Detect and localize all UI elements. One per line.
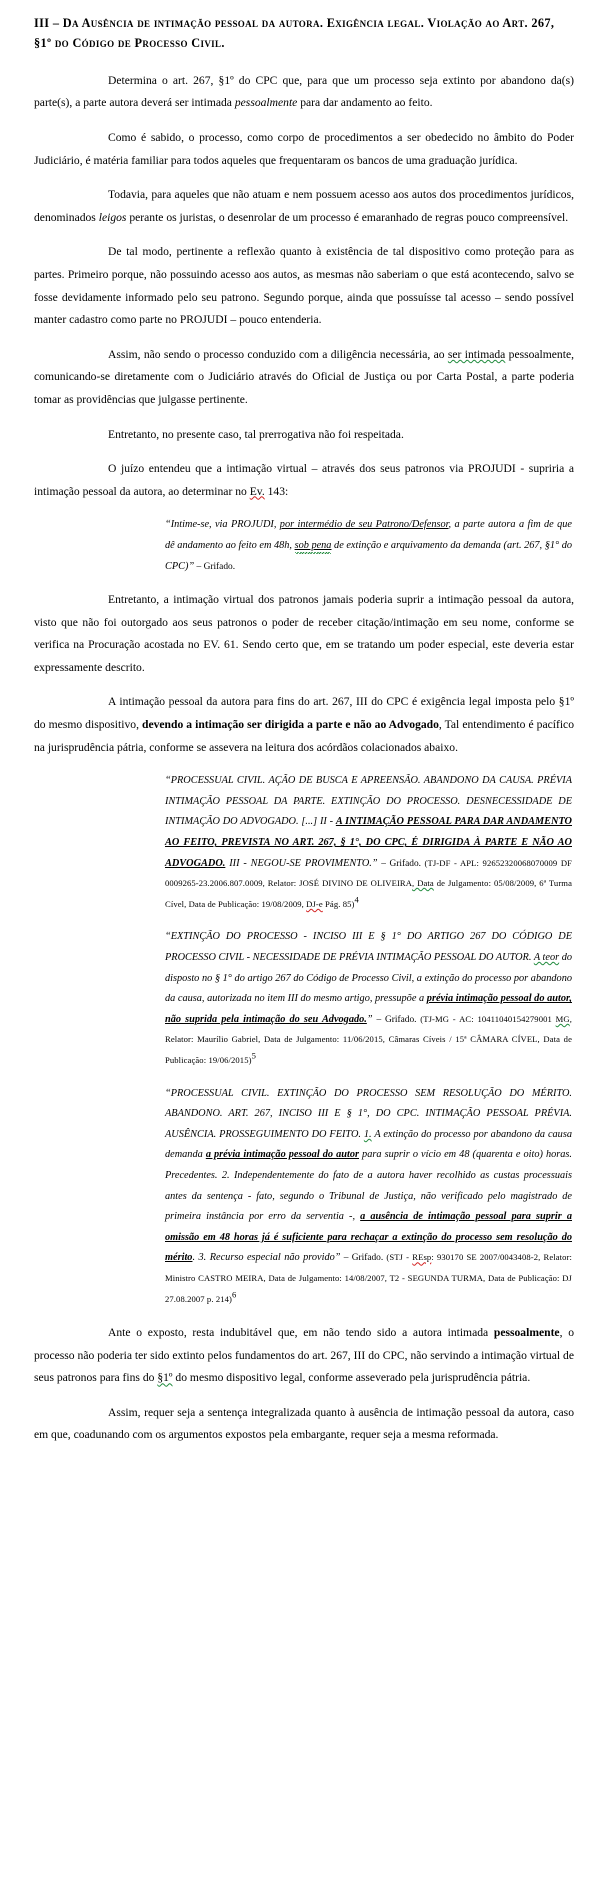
- italic-run: “Intime-se, via PROJUDI,: [165, 519, 280, 531]
- text-run: , o processo não poderia ter sido extinto pelos fundamentos do art. 267, III do CPC, não servindo a intimação virtual de seus patronos para fins do: [34, 1326, 574, 1385]
- body-paragraph: [34, 184, 574, 229]
- spellcheck-flag-run: Ev.: [249, 484, 265, 498]
- body-paragraph: [34, 458, 574, 503]
- text-run: perante os juristas, o desenrolar de um processo é emaranhado de regras pouco compreensível.: [126, 210, 569, 224]
- text-run: para dar andamento ao feito.: [297, 96, 433, 110]
- bold-run: pessoalmente: [493, 1326, 560, 1340]
- jurisprudence-quote: [165, 927, 574, 1071]
- text-run: O juízo entendeu que a intimação virtual – através dos seus patronos via PROJUDI - supriria a intimação pessoal da autora, ao determinar no: [34, 462, 574, 498]
- body-paragraph: [34, 1322, 574, 1390]
- italic-underline-run: por intermédio de seu Patrono/Defensor: [279, 519, 449, 531]
- text-run: Assim, não sendo o processo conduzido com a diligência necessária, ao: [108, 347, 448, 361]
- citation-spellcheck-flag-run: REsp: [412, 1252, 432, 1263]
- jurisprudence-quote: [165, 1084, 574, 1311]
- citation-run: : 930170 SE 2007/0043408-2, Relator: Ministro CASTRO MEIRA, Data de Julgamento: 14/08/2007, T2 - SEGUNDA TURMA, Data de Publicação: DJ 27.08.2007 p. 214): [165, 1252, 572, 1304]
- citation-run: (TJ-DF - APL: 92652320068070009 DF 0009265-23.2006.807.0009, Relator: JOSÉ DIVINO DE OLIVEIRA: [165, 857, 573, 889]
- italic-run: do disposto no § 1° do artigo 267 do Código de Processo Civil, a extinção do processo por abandono da causa, autorizada no item III do mesmo artigo, pressupõe a: [165, 952, 572, 1005]
- italic-run: A extinção do processo por abandono da causa demanda: [165, 1128, 572, 1161]
- text-run: Assim, requer seja a sentença integralizada quanto à ausência de intimação pessoal da autora, caso em que, coadunando com os argumentos expostos pela embargante, requer seja a mesma reformada.: [34, 1405, 574, 1442]
- grifado-note: – Grifado.: [377, 858, 422, 869]
- body-paragraphs-part-1: [34, 70, 574, 504]
- footnote-marker: 4: [354, 894, 359, 905]
- text-run: pessoalmente, comunicando-se diretamente com o Judiciário através do Oficial de Justiça ou por Carta Postal, a parte poderia tomar as providências que julgasse pertinente.: [34, 347, 574, 406]
- citation-run: Pág. 85): [322, 898, 355, 909]
- emphasized-holding-run: a ausência de intimação pessoal para suprir a omissão em 48 horas já é suficiente para rechaçar a extinção do processo sem resolução do mérito: [165, 1211, 572, 1264]
- emphasized-holding-run: prévia intimação pessoal do autor, não suprida pela intimação do seu Advogado.: [165, 993, 572, 1025]
- italic-run: III - NEGOU-SE PROVIMENTO.”: [225, 857, 378, 869]
- grifado-note: – Grifado.: [194, 561, 236, 572]
- italic-run: ”: [366, 1013, 373, 1025]
- body-paragraph: [34, 589, 574, 679]
- page-title: [34, 14, 574, 54]
- text-run: Entretanto, a intimação virtual dos patronos jamais poderia suprir a intimação pessoal da autora, visto que não foi outorgado aos seus patronos o poder de receber citação/intimação em seu nome, conforme se verifica na Procuração acostada no EV. 61. Sendo certo que, em se tratando um poder especial, este deveria estar expressamente descrito.: [34, 593, 574, 674]
- grifado-note: – Grifado.: [372, 1014, 417, 1025]
- emphasized-holding-run: a prévia intimação pessoal do autor: [205, 1149, 359, 1161]
- body-paragraph: [34, 127, 574, 172]
- grammar-flag-run: ser intimada: [447, 347, 506, 361]
- text-run: , Tal entendimento é pacífico na jurisprudência pátria, conforme se assevera na leitura dos acórdãos colacionados abaixo.: [34, 718, 574, 754]
- jurisprudence-quotes: [34, 771, 574, 1310]
- italic-run: de extinção e arquivamento da demanda (art. 267, §1° do CPC)”: [165, 539, 572, 572]
- italic-run: leigos: [98, 210, 127, 224]
- citation-run: (TJ-MG - AC: 10411040154279001: [416, 1013, 556, 1024]
- body-paragraph: [34, 344, 574, 412]
- text-run: Determina o art. 267, §1º do CPC que, para que um processo seja extinto por abandono da(s) parte(s), a parte autora deverá ser intimada: [34, 73, 574, 110]
- text-run: Todavia, para aqueles que não atuam e nem possuem acesso aos autos dos procedimentos jurídicos, denominados: [34, 188, 574, 224]
- body-paragraph: [34, 241, 574, 331]
- text-run: 143:: [264, 484, 289, 498]
- italic-run: . 3. Recurso especial não provido”: [192, 1252, 341, 1264]
- grammar-flag-run: 1.: [363, 1128, 372, 1140]
- decision-quote: [165, 515, 574, 577]
- emphasized-holding-run: A INTIMAÇÃO PESSOAL PARA DAR ANDAMENTO AO FEITO, PREVISTA NO ART. 267, § 1°, DO CPC, É DIRIGIDA À PARTE E NÃO AO ADVOGADO.: [165, 816, 572, 869]
- grifado-note: – Grifado.: [340, 1253, 384, 1264]
- bold-run: devendo a intimação ser dirigida a parte e não ao Advogado: [142, 718, 439, 732]
- footnote-marker: 5: [251, 1050, 256, 1061]
- page-title-line-1: III – Da Ausência de intimação pessoal da autora. Exigência legal.: [34, 16, 425, 30]
- body-paragraph: [34, 424, 574, 447]
- text-run: do mesmo dispositivo legal, conforme asseverado pela jurisprudência pátria.: [172, 1371, 531, 1385]
- italic-run: “PROCESSUAL CIVIL. EXTINÇÃO DO PROCESSO SEM RESOLUÇÃO DO MÉRITO. ABANDONO. ART. 267, INCISO III E § 1°, DO CPC. INTIMAÇÃO PESSOAL PRÉVIA. AUSÊNCIA. PROSSEGUIMENTO DO FEITO.: [165, 1087, 572, 1140]
- body-paragraphs-part-3: [34, 1322, 574, 1447]
- citation-grammar-flag-run: , Data: [412, 878, 434, 889]
- text-run: A intimação pessoal da autora para fins do art. 267, III do CPC é exigência legal imposta pelo §1º do mesmo dispositivo,: [34, 695, 574, 732]
- text-run: Ante o exposto, resta indubitável que, em não tendo sido a autora intimada: [108, 1326, 494, 1340]
- italic-run: pessoalmente: [234, 96, 298, 110]
- grammar-flag-run: A teor: [533, 952, 560, 963]
- citation-grammar-flag-run: MG: [555, 1013, 570, 1024]
- body-paragraph: [34, 1402, 574, 1447]
- italic-run: “EXTINÇÃO DO PROCESSO - INCISO III E § 1° DO ARTIGO 267 DO CÓDIGO DE PROCESSO CIVIL - NECESSIDADE DE PRÉVIA INTIMAÇÃO PESSOAL DO AUTOR.: [165, 931, 572, 963]
- italic-run: “PROCESSUAL CIVIL. AÇÃO DE BUSCA E APREENSÃO. ABANDONO DA CAUSA. PRÉVIA INTIMAÇÃO PESSOAL DA PARTE. EXTINÇÃO DO PROCESSO. DESNECESSIDADE DE INTIMAÇÃO DO ADVOGADO. [...] II -: [165, 775, 572, 828]
- page-title-line-2: Violação ao Art. 267, §1º do Código de Processo Civil.: [34, 16, 555, 50]
- citation-run: (STJ -: [383, 1252, 413, 1263]
- citation-run: , Relator: Maurílio Gabriel, Data de Julgamento: 11/06/2015, Câmaras Cíveis / 15ª CÂMARA CÍVEL, Data de Publicação: 19/06/2015): [165, 1013, 572, 1065]
- body-paragraph: [34, 691, 574, 759]
- jurisprudence-quote: [165, 771, 574, 915]
- text-run: De tal modo, pertinente a reflexão quanto à existência de tal dispositivo como proteção para as partes. Primeiro porque, não possuindo acesso aos autos, as mesmas não saberiam o que está acontecendo, salvo se fosse devidamente informado pelo seu patrono. Segundo porque, ainda que possuísse tal acesso – sendo possível manter cadastro como parte no PROJUDI – pouco entenderia.: [34, 245, 574, 327]
- body-paragraph: [34, 70, 574, 115]
- italic-run: para suprir o vício em 48 (quarenta e oito) horas. Precedentes. 2. Independentemente do fato de a autora haver recolhido as custas processuais antes da sentença - fato, segundo o Tribunal de Justiça, não verificado pelo magistrado de primeira instância por erro da serventia -,: [165, 1149, 572, 1223]
- grammar-flag-run: §1º: [157, 1371, 173, 1385]
- italic-run: , a parte autora a fim de que dê andamento ao feito em 48h,: [165, 519, 572, 551]
- citation-spellcheck-flag-run: DJ-e: [306, 898, 323, 909]
- footnote-marker: 6: [231, 1289, 237, 1300]
- citation-run: de Julgamento: 05/08/2009, 6ª Turma Cível, Data de Publicação: 19/08/2009,: [165, 878, 572, 909]
- text-run: Entretanto, no presente caso, tal prerrogativa não foi respeitada.: [108, 427, 404, 441]
- body-paragraphs-part-2: [34, 589, 574, 759]
- text-run: Como é sabido, o processo, como corpo de procedimentos a ser obedecido no âmbito do Poder Judiciário, é matéria familiar para todos aqueles que frequentaram os bancos de uma graduação jurídica.: [34, 131, 574, 167]
- grammar-flag-underline-run: sob pena: [294, 539, 332, 551]
